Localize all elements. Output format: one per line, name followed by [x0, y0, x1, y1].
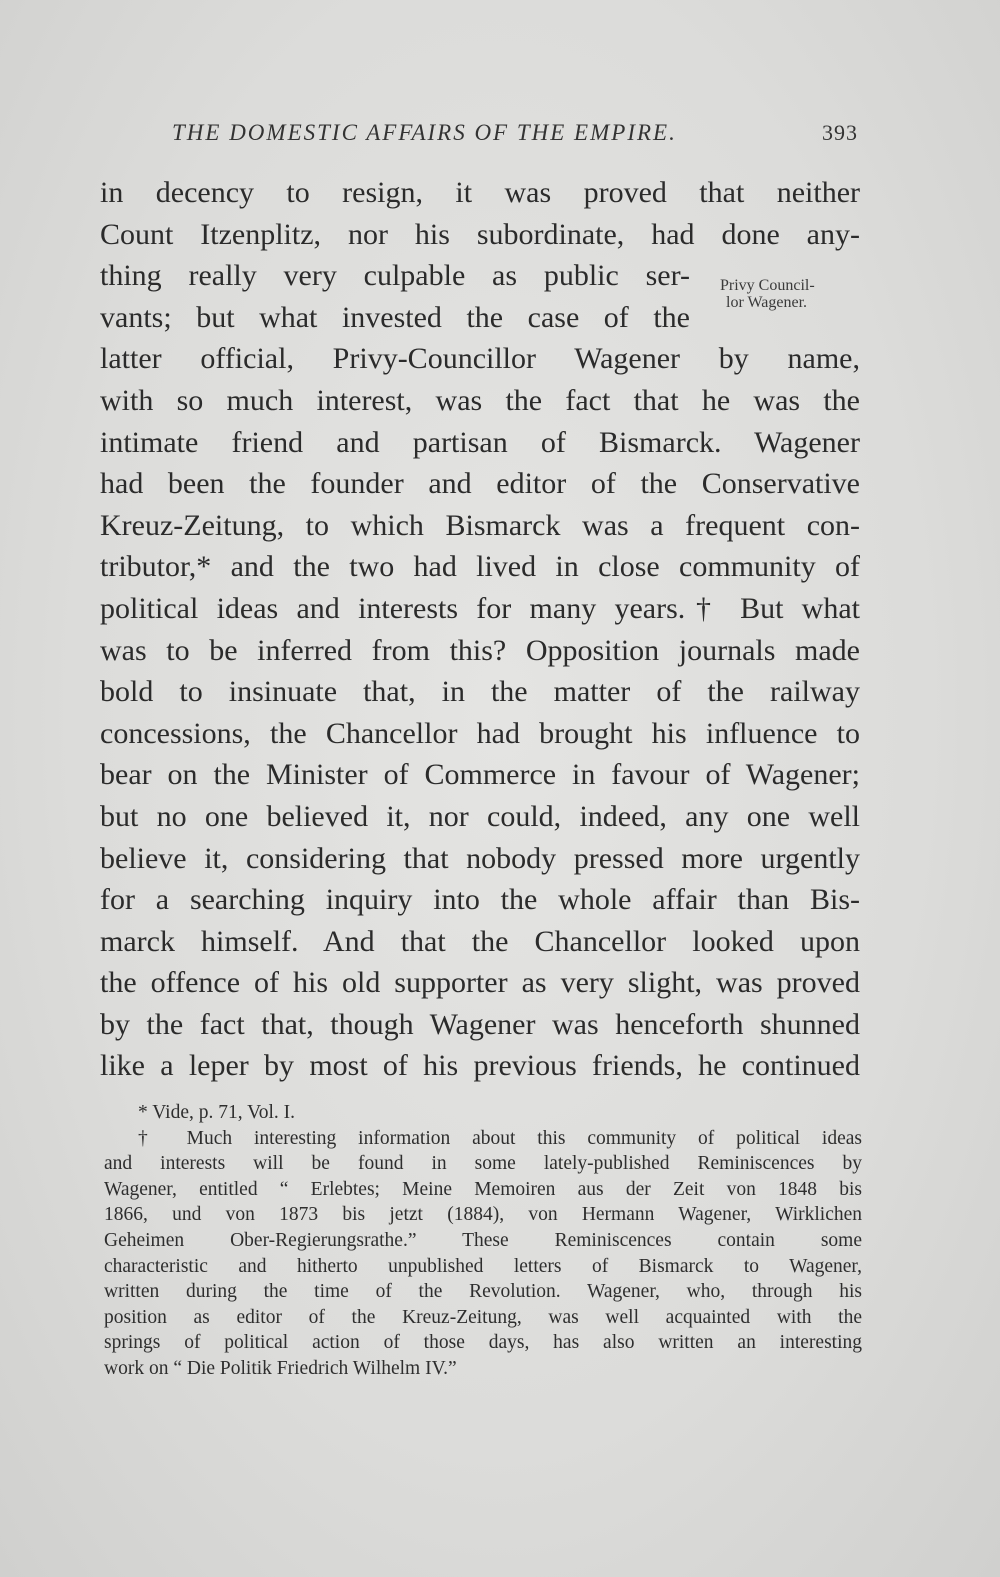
running-title: THE DOMESTIC AFFAIRS OF THE EMPIRE. [172, 120, 677, 145]
footnote-line: position as editor of the Kreuz-Zeitung, was well acquainted with the [104, 1306, 862, 1328]
text-line: tributor,* and the two had lived in close community of [100, 550, 860, 584]
text-line: like a leper by most of his previous friends, he continued [100, 1049, 860, 1083]
text-line: was to be inferred from this? Opposition journals made [100, 633, 860, 667]
text-line: intimate friend and partisan of Bismarck. Wagener [100, 425, 860, 459]
text-line: concessions, the Chancellor had brought his influence to [100, 716, 860, 750]
text-line: marck himself. And that the Chancellor looked upon [100, 924, 860, 958]
text-line: bold to insinuate that, in the matter of the railway [100, 675, 860, 709]
text-line: bear on the Minister of Commerce in favour of Wagener; [100, 758, 860, 792]
footnote-line: Wagener, entitled “ Erlebtes; Meine Memoiren aus der Zeit von 1848 bis [104, 1178, 862, 1200]
footnote-line: † Much interesting information about this community of political ideas [138, 1127, 862, 1149]
text-line: but no one believed it, nor could, indeed, any one well [100, 799, 860, 833]
margin-note-line: Privy Council- [720, 277, 815, 294]
text-line: vants; but what invested the case of the [100, 300, 690, 334]
text-line: Count Itzenplitz, nor his subordinate, had done any- [100, 217, 860, 251]
margin-note-line: lor Wagener. [726, 294, 808, 311]
footnotes [104, 1100, 862, 1382]
text-line: by the fact that, though Wagener was henceforth shunned [100, 1007, 860, 1041]
running-header [172, 116, 858, 152]
footnote-line: characteristic and hitherto unpublished letters of Bismarck to Wagener, [104, 1255, 862, 1277]
footnote-line: and interests will be found in some lately-published Reminiscences by [104, 1153, 862, 1175]
text-line: the offence of his old supporter as very slight, was proved [100, 966, 860, 1000]
footnote-line: springs of political action of those days, has also written an interesting [104, 1332, 862, 1354]
text-line: Kreuz-Zeitung, to which Bismarck was a frequent con- [100, 508, 860, 542]
text-line: for a searching inquiry into the whole affair than Bis- [100, 883, 860, 917]
text-line: with so much interest, was the fact that he was the [100, 383, 860, 417]
text-line: latter official, Privy-Councillor Wagener by name, [100, 342, 860, 376]
text-line: believe it, considering that nobody pressed more urgently [100, 841, 860, 875]
page-number: 393 [822, 120, 858, 145]
footnote-line: work on “ Die Politik Friedrich Wilhelm IV.” [104, 1357, 457, 1379]
text-line: thing really very culpable as public ser- [100, 259, 690, 293]
footnote-line: 1866, und von 1873 bis jetzt (1884), von Hermann Wagener, Wirklichen [104, 1204, 862, 1226]
footnote-line: Geheimen Ober-Regierungsrathe.” These Reminiscences contain some [104, 1229, 862, 1251]
main-text [100, 172, 860, 1087]
footnote-line: written during the time of the Revolution. Wagener, who, through his [104, 1281, 862, 1303]
text-line: political ideas and interests for many years.† But what [100, 591, 860, 625]
text-line: in decency to resign, it was proved that neither [100, 176, 860, 209]
text-line: had been the founder and editor of the Conservative [100, 467, 860, 501]
footnote-line: * Vide, p. 71, Vol. I. [138, 1102, 296, 1123]
